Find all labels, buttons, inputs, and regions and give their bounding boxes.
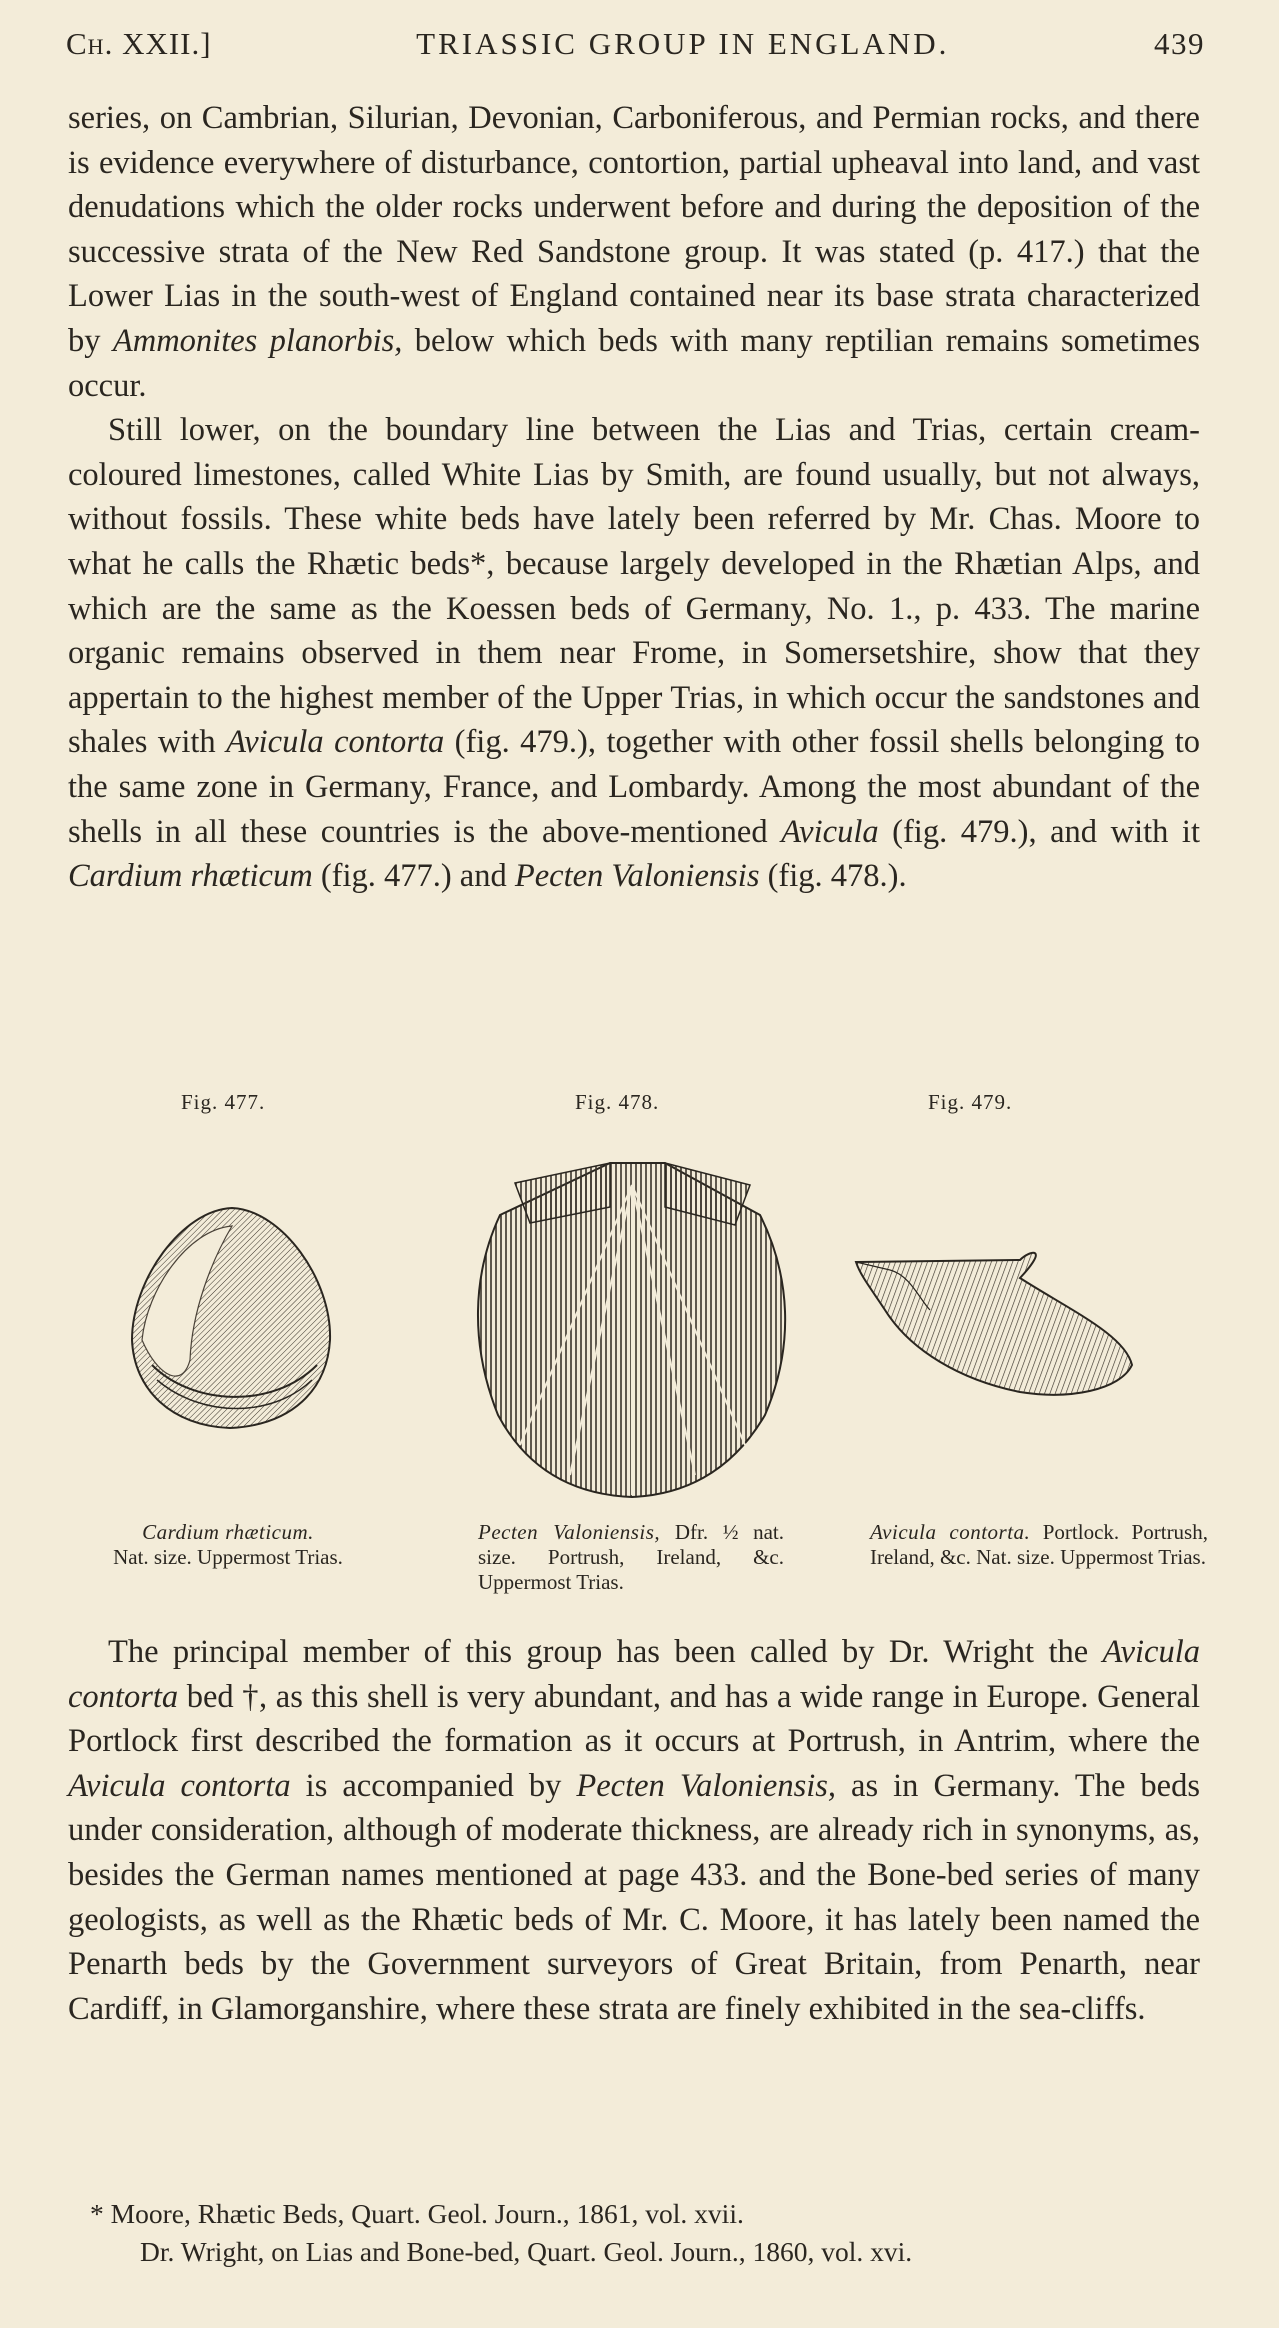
footnote: * Moore, Rhætic Beds, Quart. Geol. Journ., 1861, vol. xvii. (90, 2198, 744, 2229)
species-name: Pecten Valoniensis (514, 858, 760, 895)
paragraph-continued (68, 96, 1200, 408)
text-run: series, on Cambrian, Silurian, Devonian, Carboniferous, and Permian rocks, and there is evidence everywhere of disturbance, contortion, partial upheaval into land, and vast denudations which the older rocks underwent before and during the deposition of the successive strata of the New Red Sandstone group. It was stated (p. 417.) that the Lower Lias in the south-west of England contained near its base strata characterized by (68, 100, 1200, 359)
species-name: Cardium rhæticum (68, 858, 313, 895)
running-header (66, 26, 1205, 70)
text-run: (fig. 477.) and (312, 858, 515, 895)
text-run: (fig. 479.), and with it (878, 813, 1200, 850)
figure-caption (62, 1520, 394, 1570)
figure-plate (0, 1090, 1279, 1630)
species-name: Ammonites planorbis, (112, 322, 403, 359)
text-run: bed †, as this shell is very abundant, and has a wide range in Europe. General Portlock first described the formation as it occurs at Portrush, in Antrim, where the (68, 1678, 1200, 1760)
paragraph (68, 408, 1200, 899)
page-number: 439 (1153, 26, 1205, 61)
species-name: Avicula (781, 813, 879, 850)
caption-text: Nat. size. Uppermost Trias. (113, 1545, 343, 1569)
body-text-lower (68, 1630, 1200, 2031)
text-run: is accompanied by (290, 1767, 577, 1804)
text-run: (fig. 478.). (759, 858, 907, 895)
footnote: Dr. Wright, on Lias and Bone-bed, Quart. Geol. Journ., 1860, vol. xvi. (140, 2236, 913, 2267)
species-name: Avicula contorta (226, 724, 445, 761)
text-run: as in Germany. The beds under consideration, although of moderate thickness, are already rich in synonyms, as, besides the German names mentioned at page 433. and the Bone-bed series of many geologists, as well as the Rhætic beds of Mr. C. Moore, it has lately been named the Penarth beds by the Government surveyors of Great Britain, from Penarth, near Cardiff, in Glamorganshire, where these strata are finely exhibited in the sea-cliffs. (68, 1767, 1200, 2027)
body-text-upper (68, 96, 1200, 899)
figure-caption (870, 1520, 1208, 1570)
figure-number: Fig. 477. (181, 1090, 266, 1114)
caption-species: Avicula contorta. (870, 1520, 1031, 1544)
chapter-label: Ch. XXII.] (66, 26, 212, 61)
footnotes (90, 2195, 1190, 2271)
text-run: The principal member of this group has been called by Dr. Wright the (108, 1634, 1103, 1670)
avicula-shell-illustration (850, 1240, 1140, 1440)
cardium-shell-illustration (112, 1190, 342, 1510)
pecten-shell-illustration (460, 1145, 805, 1505)
text-run: Still lower, on the boundary line between the Lias and Trias, certain cream-coloured limestones, called White Lias by Smith, are found usually, but not always, without fossils. These white beds have lately been referred by Mr. Chas. Moore to what he calls the Rhætic beds*, because largely developed in the Rhætian Alps, and which are the same as the Koessen beds of Germany, No. 1., p. 433. The marine organic remains observed in them near Frome, in Somersetshire, show that they appertain to the highest member of the Upper Trias, in which occur the sandstones and shales with (68, 412, 1200, 761)
caption-text: Dfr. ½ nat. size. Portrush, Ireland, &c. Uppermost Trias. (478, 1520, 784, 1594)
text-run: below which beds with many reptilian remains sometimes occur. (68, 322, 1200, 404)
figure-number: Fig. 478. (575, 1090, 660, 1114)
text-run: (fig. 479.), together with other fossil shells belonging to the same zone in Germany, France, and Lombardy. Among the most abundant of the shells in all these countries is the above-mentioned (68, 724, 1200, 850)
paragraph (68, 1630, 1200, 2031)
figure-number: Fig. 479. (928, 1090, 1013, 1114)
species-name: Avicula contorta (68, 1767, 291, 1804)
figure-caption (478, 1520, 784, 1595)
page-title: TRIASSIC GROUP IN ENGLAND. (416, 26, 950, 61)
species-name: Pecten Valoniensis, (576, 1767, 837, 1804)
caption-species: Pecten Valoniensis, (478, 1520, 661, 1544)
caption-species: Cardium rhæticum. (142, 1520, 314, 1544)
species-name: Avicula contorta (68, 1634, 1200, 1715)
caption-text: Portlock. Portrush, Ireland, &c. Nat. size. Uppermost Trias. (870, 1520, 1208, 1569)
